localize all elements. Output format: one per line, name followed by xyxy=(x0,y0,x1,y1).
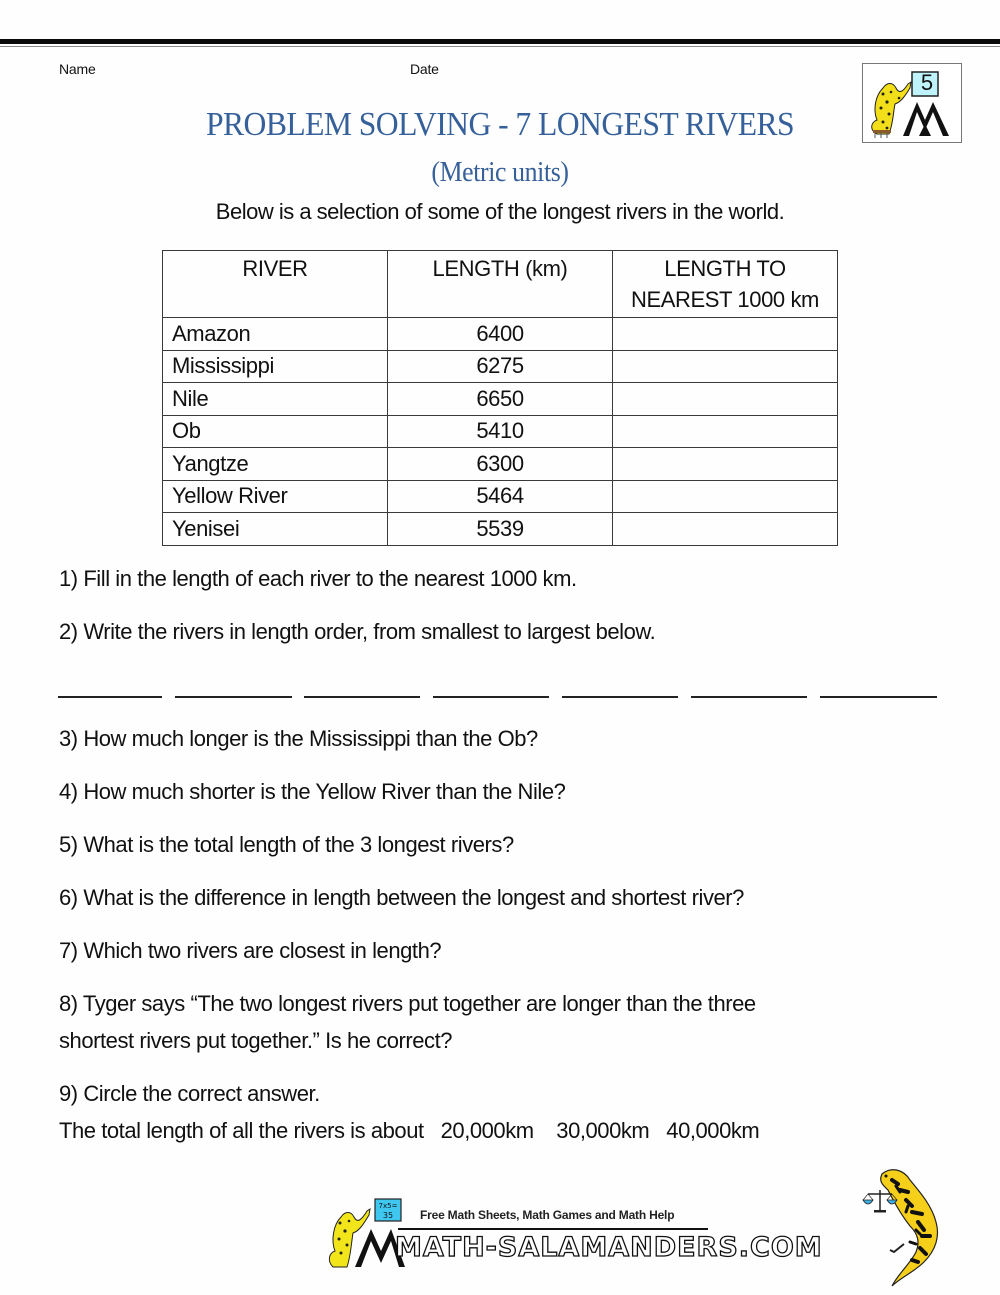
nearest-answer-cell[interactable] xyxy=(613,318,838,351)
top-border-thin xyxy=(0,46,1000,47)
grade-number: 5 xyxy=(920,70,934,95)
question-9-line-1: 9) Circle the correct answer. xyxy=(59,1081,320,1106)
question-8-line-2: shortest rivers put together.” Is he correct? xyxy=(59,1028,453,1053)
river-name: Yellow River xyxy=(163,480,388,513)
nearest-answer-cell[interactable] xyxy=(613,480,838,513)
header-nearest: LENGTH TO NEAREST 1000 km xyxy=(613,251,838,318)
header-length: LENGTH (km) xyxy=(388,251,613,318)
table-row xyxy=(163,513,838,546)
nearest-answer-cell[interactable] xyxy=(613,350,838,383)
river-length: 5464 xyxy=(388,480,613,513)
table-row xyxy=(163,318,838,351)
salamander-teacher-icon xyxy=(325,1195,405,1270)
question-2: 2) Write the rivers in length order, from smallest to largest below. xyxy=(59,619,656,644)
river-length: 5410 xyxy=(388,415,613,448)
river-name: Mississippi xyxy=(163,350,388,383)
intro-text: Below is a selection of some of the longest rivers in the world. xyxy=(215,199,785,224)
answer-blank-6[interactable] xyxy=(691,696,807,698)
river-length: 6400 xyxy=(388,318,613,351)
question-3: 3) How much longer is the Mississippi than the Ob? xyxy=(59,726,538,751)
nearest-answer-cell[interactable] xyxy=(613,383,838,416)
table-row xyxy=(163,480,838,513)
river-name: Amazon xyxy=(163,318,388,351)
question-5: 5) What is the total length of the 3 longest rivers? xyxy=(59,832,514,857)
table-row xyxy=(163,448,838,481)
nearest-answer-cell[interactable] xyxy=(613,415,838,448)
answer-blank-1[interactable] xyxy=(58,696,162,698)
page-title: PROBLEM SOLVING - 7 LONGEST RIVERS xyxy=(205,106,795,143)
footer-site-name[interactable]: MATH-SALAMANDERS.COM xyxy=(395,1232,823,1263)
question-7: 7) Which two rivers are closest in length? xyxy=(59,938,442,963)
answer-blank-3[interactable] xyxy=(304,696,420,698)
table-row xyxy=(163,383,838,416)
question-1: 1) Fill in the length of each river to the nearest 1000 km. xyxy=(59,566,577,591)
river-name: Yenisei xyxy=(163,513,388,546)
salamander-scales-illustration xyxy=(852,1160,962,1290)
question-9-line-2: The total length of all the rivers is about 20,000km 30,000km 40,000km xyxy=(59,1118,760,1143)
question-4: 4) How much shorter is the Yellow River than the Nile? xyxy=(59,779,566,804)
top-border-thick xyxy=(0,39,1000,44)
river-length: 6650 xyxy=(388,383,613,416)
answer-blank-2[interactable] xyxy=(175,696,292,698)
river-length: 6300 xyxy=(388,448,613,481)
header-river: RIVER xyxy=(163,251,388,318)
nearest-answer-cell[interactable] xyxy=(613,448,838,481)
table-row xyxy=(163,350,838,383)
table-header-row xyxy=(163,251,838,318)
question-6: 6) What is the difference in length between the longest and shortest river? xyxy=(59,885,744,910)
footer-tagline: Free Math Sheets, Math Games and Math Help xyxy=(420,1208,675,1222)
date-label: Date xyxy=(410,61,439,77)
question-8-line-1: 8) Tyger says “The two longest rivers put together are longer than the three xyxy=(59,991,756,1016)
page-subtitle: (Metric units) xyxy=(431,157,569,188)
answer-blank-4[interactable] xyxy=(433,696,549,698)
svg-text:7x5=: 7x5= xyxy=(378,1202,398,1210)
rivers-table xyxy=(162,250,838,546)
salamander-icon xyxy=(852,1160,962,1290)
nearest-answer-cell[interactable] xyxy=(613,513,838,546)
answer-blank-5[interactable] xyxy=(562,696,678,698)
river-name: Yangtze xyxy=(163,448,388,481)
answer-blank-7[interactable] xyxy=(820,696,937,698)
river-name: Nile xyxy=(163,383,388,416)
table-row xyxy=(163,415,838,448)
river-length: 6275 xyxy=(388,350,613,383)
river-name: Ob xyxy=(163,415,388,448)
name-label: Name xyxy=(59,61,96,77)
river-length: 5539 xyxy=(388,513,613,546)
footer-divider xyxy=(398,1228,708,1230)
svg-text:35: 35 xyxy=(382,1211,394,1220)
